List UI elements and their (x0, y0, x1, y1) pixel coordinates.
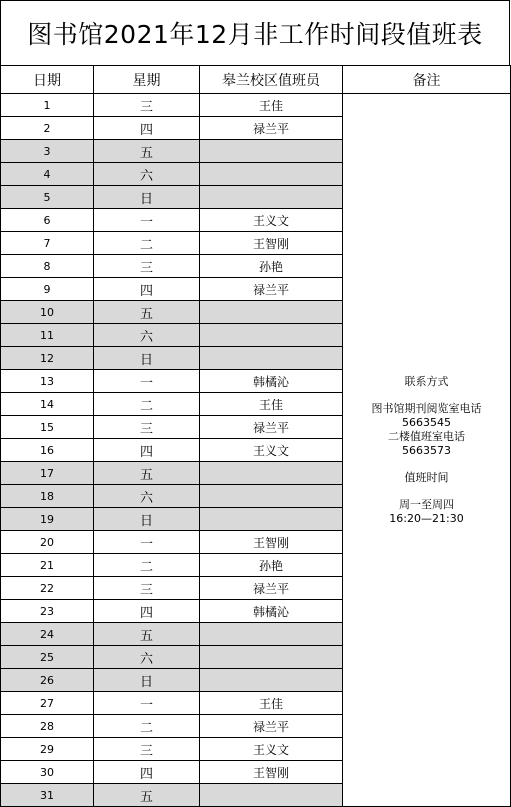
staff-cell: 王智刚 (200, 232, 343, 255)
weekday-cell: 五 (94, 140, 200, 163)
day-cell: 1 (1, 94, 94, 117)
weekday-cell: 四 (94, 117, 200, 140)
duty-hours: 16:20—21:30 (389, 511, 464, 525)
weekday-cell: 五 (94, 784, 200, 807)
weekday-cell: 四 (94, 439, 200, 462)
weekday-cell: 五 (94, 301, 200, 324)
duty-room-phone: 5663573 (402, 443, 451, 457)
staff-cell: 禄兰平 (200, 715, 343, 738)
day-cell: 15 (1, 416, 94, 439)
weekday-cell: 三 (94, 577, 200, 600)
staff-cell (200, 485, 343, 508)
weekday-cell: 一 (94, 209, 200, 232)
staff-cell (200, 140, 343, 163)
staff-cell: 韩橘沁 (200, 370, 343, 393)
day-cell: 8 (1, 255, 94, 278)
weekday-cell: 二 (94, 554, 200, 577)
staff-cell: 韩橘沁 (200, 600, 343, 623)
staff-cell (200, 301, 343, 324)
staff-cell (200, 186, 343, 209)
day-cell: 6 (1, 209, 94, 232)
staff-cell: 王义文 (200, 439, 343, 462)
duty-days: 周一至周四 (399, 497, 454, 511)
staff-cell (200, 508, 343, 531)
day-cell: 10 (1, 301, 94, 324)
day-cell: 30 (1, 761, 94, 784)
contact-heading: 联系方式 (404, 374, 449, 388)
weekday-cell: 一 (94, 531, 200, 554)
day-cell: 25 (1, 646, 94, 669)
day-cell: 13 (1, 370, 94, 393)
day-cell: 26 (1, 669, 94, 692)
duty-time-heading: 值班时间 (404, 470, 449, 484)
weekday-cell: 六 (94, 163, 200, 186)
day-cell: 4 (1, 163, 94, 186)
weekday-cell: 二 (94, 393, 200, 416)
day-cell: 5 (1, 186, 94, 209)
weekday-cell: 日 (94, 669, 200, 692)
weekday-cell: 日 (94, 186, 200, 209)
day-cell: 12 (1, 347, 94, 370)
staff-cell: 王义文 (200, 738, 343, 761)
weekday-cell: 一 (94, 692, 200, 715)
staff-cell: 禄兰平 (200, 577, 343, 600)
staff-cell: 禄兰平 (200, 416, 343, 439)
weekday-cell: 日 (94, 347, 200, 370)
periodical-room-label: 图书馆期刊阅览室电话 (371, 401, 482, 415)
weekday-cell: 三 (94, 94, 200, 117)
weekday-cell: 四 (94, 600, 200, 623)
header-weekday: 星期 (94, 66, 200, 94)
duty-table (0, 65, 511, 807)
staff-cell: 禄兰平 (200, 117, 343, 140)
weekday-cell: 六 (94, 646, 200, 669)
staff-cell (200, 347, 343, 370)
day-cell: 21 (1, 554, 94, 577)
weekday-cell: 二 (94, 232, 200, 255)
staff-cell (200, 462, 343, 485)
weekday-cell: 日 (94, 508, 200, 531)
staff-cell: 王佳 (200, 94, 343, 117)
day-cell: 28 (1, 715, 94, 738)
day-cell: 27 (1, 692, 94, 715)
day-cell: 22 (1, 577, 94, 600)
staff-cell (200, 163, 343, 186)
sheet-title: 图书馆2021年12月非工作时间段值班表 (0, 0, 510, 66)
staff-cell: 禄兰平 (200, 278, 343, 301)
staff-cell: 孙艳 (200, 554, 343, 577)
staff-cell (200, 784, 343, 807)
periodical-room-phone: 5663545 (402, 415, 451, 429)
staff-cell: 王义文 (200, 209, 343, 232)
day-cell: 7 (1, 232, 94, 255)
weekday-cell: 三 (94, 255, 200, 278)
day-cell: 11 (1, 324, 94, 347)
staff-cell: 王佳 (200, 393, 343, 416)
day-cell: 2 (1, 117, 94, 140)
day-cell: 17 (1, 462, 94, 485)
day-cell: 3 (1, 140, 94, 163)
day-cell: 19 (1, 508, 94, 531)
table-body (1, 94, 511, 807)
weekday-cell: 六 (94, 324, 200, 347)
staff-cell: 王佳 (200, 692, 343, 715)
weekday-cell: 四 (94, 761, 200, 784)
table-row (1, 94, 511, 117)
day-cell: 23 (1, 600, 94, 623)
weekday-cell: 三 (94, 416, 200, 439)
day-cell: 20 (1, 531, 94, 554)
weekday-cell: 六 (94, 485, 200, 508)
staff-cell (200, 324, 343, 347)
day-cell: 9 (1, 278, 94, 301)
day-cell: 31 (1, 784, 94, 807)
duty-room-label: 二楼值班室电话 (388, 429, 465, 443)
header-staff: 皋兰校区值班员 (200, 66, 343, 94)
staff-cell: 王智刚 (200, 761, 343, 784)
day-cell: 24 (1, 623, 94, 646)
weekday-cell: 五 (94, 462, 200, 485)
staff-cell (200, 669, 343, 692)
header-date: 日期 (1, 66, 94, 94)
staff-cell: 孙艳 (200, 255, 343, 278)
weekday-cell: 五 (94, 623, 200, 646)
weekday-cell: 三 (94, 738, 200, 761)
staff-cell (200, 646, 343, 669)
weekday-cell: 四 (94, 278, 200, 301)
header-row (1, 66, 511, 94)
staff-cell: 王智刚 (200, 531, 343, 554)
header-notes: 备注 (343, 66, 511, 94)
day-cell: 16 (1, 439, 94, 462)
day-cell: 29 (1, 738, 94, 761)
notes-cell (343, 94, 511, 807)
staff-cell (200, 623, 343, 646)
day-cell: 14 (1, 393, 94, 416)
weekday-cell: 二 (94, 715, 200, 738)
weekday-cell: 一 (94, 370, 200, 393)
day-cell: 18 (1, 485, 94, 508)
